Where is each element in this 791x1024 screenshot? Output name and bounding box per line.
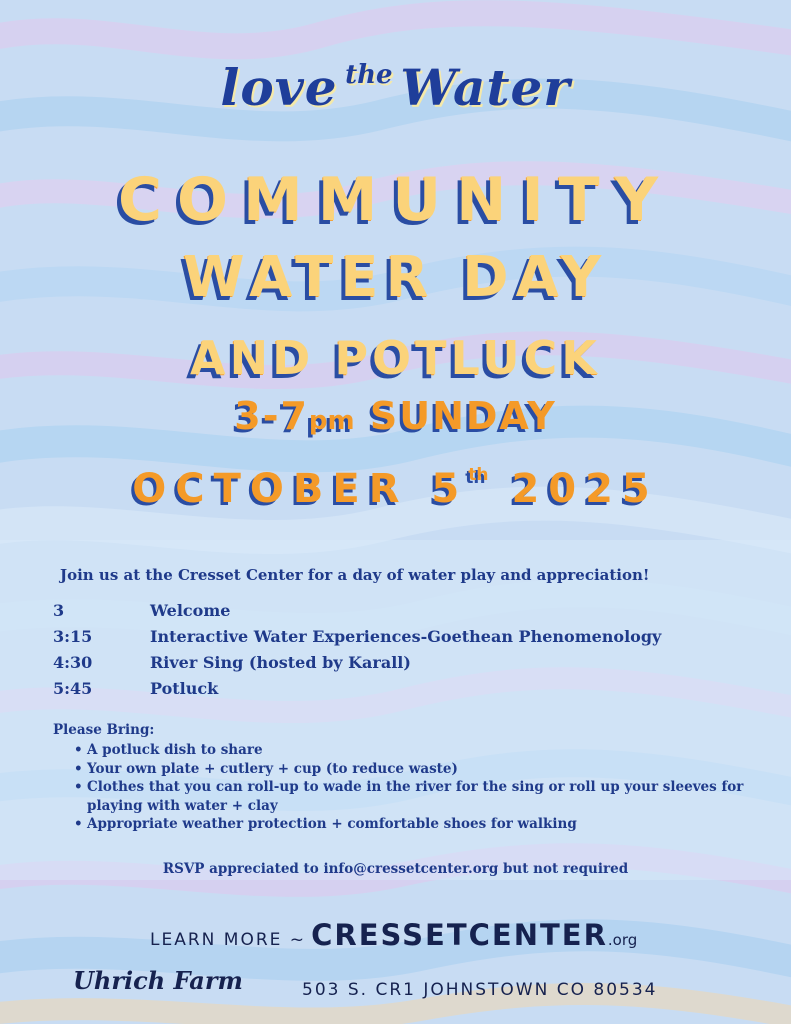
rsvp-note: RSVP appreciated to info@cressetcenter.org but not required — [162, 861, 629, 877]
website-link[interactable]: CRESSETCENTER — [311, 918, 608, 952]
title-and-potluck — [0, 331, 791, 385]
event-month-day: OCTOBER 5 — [132, 466, 469, 512]
list-item: • Your own plate + cutlery + cup (to reduce waste) — [74, 760, 764, 779]
event-pm: pm — [308, 406, 355, 436]
schedule-time: 5:45 — [53, 679, 93, 698]
title-water-day: WATER DAY — [182, 245, 609, 310]
schedule-activity: Interactive Water Experiences-Goethean Phenomenology — [150, 627, 662, 646]
title-and-potluck-text: AND POTLUCK — [190, 331, 601, 385]
logo-word-love: love — [220, 58, 338, 117]
title-community: COMMUNITY — [117, 165, 674, 235]
logo-word-water: Water — [400, 58, 571, 117]
schedule-row — [53, 652, 661, 678]
event-day: SUNDAY — [369, 394, 557, 438]
schedule-row — [53, 600, 661, 626]
schedule-row — [53, 678, 661, 704]
please-bring-heading: Please Bring: — [53, 722, 155, 738]
event-hours: 3-7 — [234, 394, 309, 438]
love-the-water-logo — [0, 58, 791, 117]
learn-more — [150, 918, 637, 952]
schedule — [53, 600, 661, 704]
intro-text: Join us at the Cresset Center for a day of water play and appreciation! — [60, 566, 650, 584]
list-item: • Clothes that you can roll-up to wade in the river for the sing or roll up your sleeves for playing with water + clay — [74, 778, 764, 815]
event-time — [0, 394, 791, 438]
schedule-row — [53, 626, 661, 652]
please-bring-list — [74, 741, 764, 834]
list-item: • A potluck dish to share — [74, 741, 764, 760]
event-date — [0, 465, 791, 512]
farm-name: Uhrich Farm — [73, 966, 243, 995]
schedule-time: 3:15 — [53, 627, 93, 646]
event-year: 2025 — [511, 466, 659, 512]
schedule-activity: Welcome — [150, 601, 231, 620]
schedule-time: 4:30 — [53, 653, 93, 672]
website-tld: .org — [607, 931, 638, 949]
list-item: • Appropriate weather protection + comfortable shoes for walking — [74, 815, 764, 834]
address: 503 S. CR1 JOHNSTOWN CO 80534 — [302, 980, 658, 1000]
schedule-time: 3 — [53, 601, 65, 620]
event-date-suffix: th — [468, 465, 489, 485]
schedule-activity: Potluck — [150, 679, 219, 698]
schedule-activity: River Sing (hosted by Karall) — [150, 653, 411, 672]
logo-word-the: the — [345, 60, 393, 90]
learn-more-label: LEARN MORE ~ — [150, 930, 307, 950]
